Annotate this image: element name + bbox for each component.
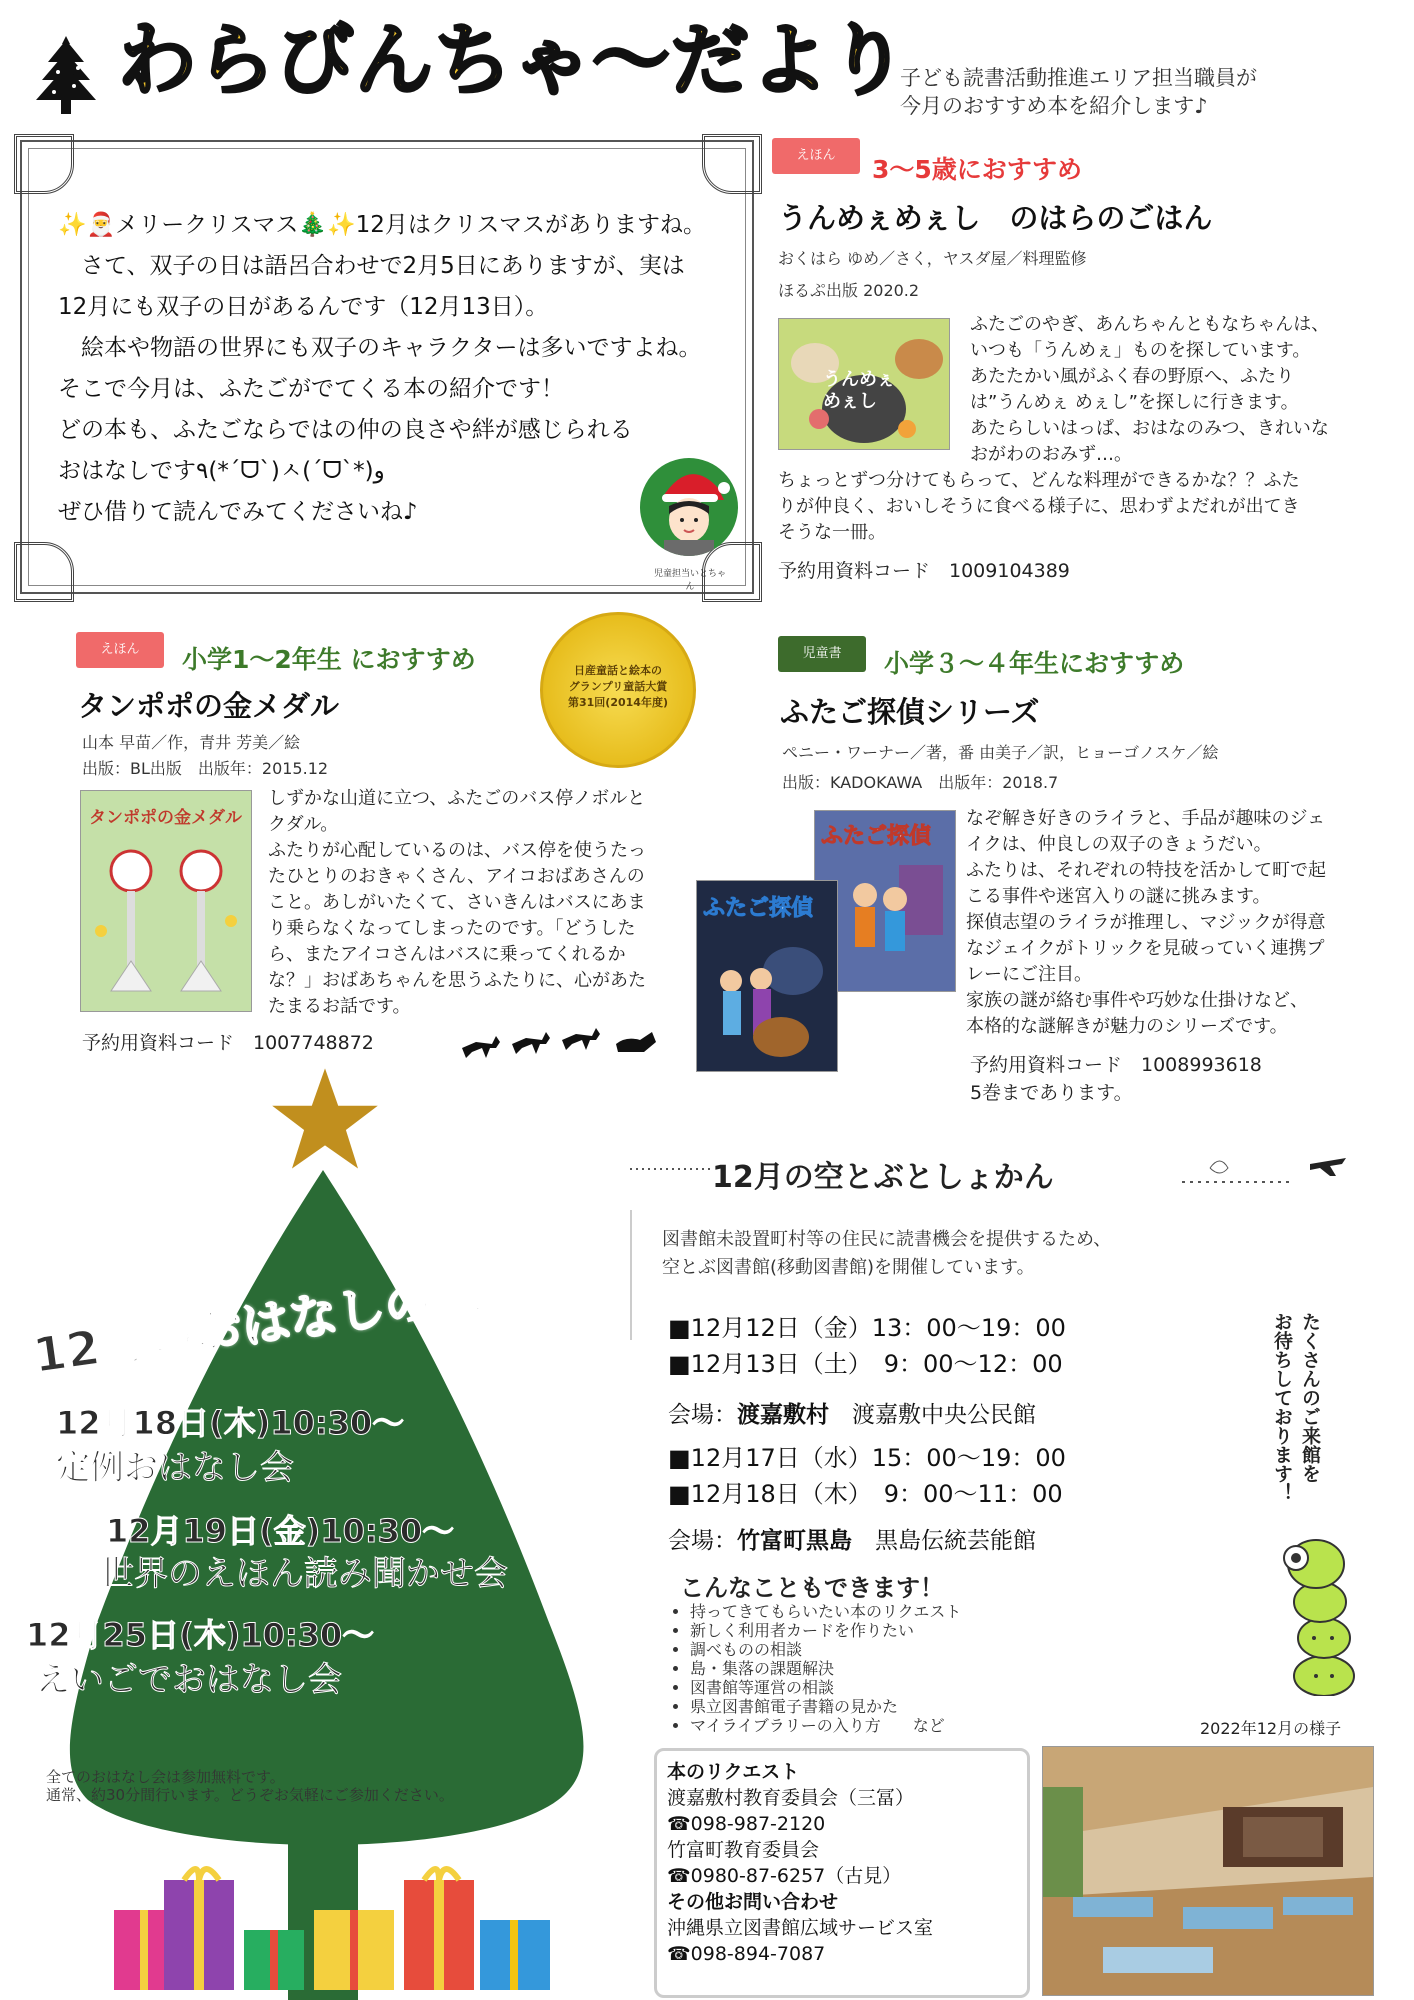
desc-line: たまるお話です。 — [268, 996, 411, 1017]
vertical-line: お待ちしております！ — [1271, 1312, 1293, 1502]
award-medal — [540, 612, 696, 768]
list-item: • 新しく利用者カードを作りたい — [690, 1621, 961, 1640]
list-item: • 調べものの相談 — [690, 1640, 961, 1659]
avatar — [640, 458, 738, 556]
award-line: グランプリ童話大賞 — [568, 680, 668, 693]
venue-label: 会場： — [668, 1402, 737, 1428]
category-tag: 児童書 — [778, 636, 866, 672]
desc-line: しずかな山道に立つ、ふたごのバス停ノボルと — [268, 788, 646, 809]
event-date: 12月25日(木)10:30〜 — [26, 1616, 375, 1654]
event-date: 12月19日(金)10:30〜 — [106, 1512, 455, 1550]
desc-line: ちょっとずつ分けてもらって、どんな料理ができるかな？？ふた — [778, 470, 1300, 491]
vertical-line: たくさんのご来館を — [1299, 1312, 1321, 1483]
message-line: ✨🎅メリークリスマス🎄✨12月はクリスマスがありますね。 — [58, 212, 706, 238]
desc-line: レーにご注目。 — [966, 964, 1092, 985]
age-recommendation: 3〜5歳におすすめ — [872, 155, 1083, 184]
list-item: • 県立図書館電子書籍の見かた — [690, 1697, 961, 1716]
christmas-tree-icon — [28, 28, 104, 120]
phone-number[interactable]: ☎098-894-7087 — [667, 1943, 826, 1965]
list-item: • マイライブラリーの入り方 など — [690, 1716, 961, 1735]
star-icon — [270, 1064, 380, 1174]
mascot-icon — [1276, 1526, 1366, 1696]
header-intro — [900, 64, 1257, 120]
age-recommendation: 小学３〜４年生におすすめ — [884, 649, 1185, 678]
dog-and-twins-illustration — [697, 931, 837, 1071]
message-line: ぜひ借りて読んでみてくださいね♪ — [58, 499, 418, 525]
category-tag: えほん — [76, 632, 164, 668]
book-cover-image — [778, 318, 950, 450]
award-line: 第31回(2014年度) — [568, 696, 668, 709]
reservation-code: 予約用資料コード 1009104389 — [778, 560, 1070, 582]
event-name: 定例おはなし会 — [56, 1448, 294, 1488]
desc-line: りが仲良く、おいしそうに食べる様子に、思わずよだれが出てき — [778, 496, 1300, 517]
bus-stop-twins-illustration — [81, 831, 251, 1011]
can-do-list — [672, 1602, 961, 1735]
desc-line: そうな一冊。 — [778, 522, 886, 543]
venue-hall: 黒島伝統芸能館 — [875, 1528, 1036, 1554]
frame-corner-ornament — [14, 134, 74, 194]
intro-line: 空とぶ図書館(移動図書館)を開催しています。 — [662, 1257, 1035, 1278]
list-item: • 持ってきてもらいたい本のリクエスト — [690, 1602, 961, 1621]
message-line: 絵本や物語の世界にも双子のキャラクターは多いですよね。 — [58, 335, 702, 361]
list-item: • 島・集落の課題解決 — [690, 1659, 961, 1678]
desc-line: あたたかい風がふく春の野原へ、ふたり — [970, 366, 1294, 387]
intro-line: 図書館未設置町村等の住民に読書機会を提供するため、 — [662, 1229, 1112, 1250]
sky-intro — [662, 1226, 1111, 1282]
org-name: 沖縄県立図書館広域サービス室 — [667, 1917, 934, 1939]
desc-line: クダル。 — [268, 814, 339, 835]
library-hall-photo — [1042, 1746, 1374, 1996]
greeting-message — [58, 205, 728, 533]
contact-box — [654, 1748, 1030, 1998]
desc-line: イクは、仲良しの双子のきょうだい。 — [966, 834, 1272, 855]
desc-line: ふたりが心配しているのは、バス停を使うたっ — [268, 840, 646, 861]
book-description — [268, 786, 688, 1020]
volume-note: 5巻まであります。 — [970, 1082, 1133, 1104]
desc-line: は”うんめぇ めぇし”を探しに行きます。 — [970, 392, 1299, 413]
event-name: 世界のえほん読み聞かせ会 — [100, 1554, 508, 1594]
desc-line: ら、またアイコさんはバスに乗ってくれるか — [268, 944, 626, 965]
desc-line: あたらしいはっぱ、おはなのみつ、きれいな — [970, 418, 1329, 439]
org-name: 渡嘉敷村教育委員会（三冨） — [667, 1787, 915, 1809]
reservation-code: 予約用資料コード 1008993618 — [970, 1054, 1262, 1076]
cover-title: ふたご探偵 — [703, 896, 814, 921]
message-line: さて、双子の日は語呂合わせで2月5日にありますが、実は — [58, 253, 685, 279]
frame-corner-ornament — [14, 542, 74, 602]
venue-line — [668, 1396, 1036, 1429]
message-line: おはなしです٩(*´ᗜ`)ㅅ(ˊᗜˋ*)و — [58, 458, 385, 484]
desc-line: 探偵志望のライラが推理し、マジックが得意 — [966, 912, 1326, 933]
avatar-caption: 児童担当いとちゃん — [653, 569, 726, 592]
book-cover-image — [80, 790, 252, 1012]
venue-hall: 渡嘉敷中央公民館 — [852, 1402, 1036, 1428]
event-name: えいごでおはなし会 — [36, 1660, 342, 1700]
sky-library-border — [630, 1210, 632, 1340]
desc-line: り乗らなくなってしまったのです。「どうした — [268, 918, 636, 939]
dotted-divider — [630, 1164, 710, 1174]
desc-line: たひとりのおきゃくさん、アイコおばあさんの — [268, 866, 645, 887]
reindeer-sleigh-icon — [456, 1018, 666, 1066]
cover-title: タンポポの金メダル — [89, 808, 242, 828]
event-date: 12月18日(木)10:30〜 — [56, 1404, 405, 1442]
book-cover-image — [696, 880, 838, 1072]
phone-number[interactable]: ☎098-987-2120 — [667, 1813, 826, 1835]
book-author: おくはら ゆめ／さく，ヤスダ屋／料理監修 — [778, 249, 1087, 268]
category-tag: えほん — [772, 138, 860, 174]
event-note — [46, 1768, 454, 1804]
cover-title: うんめぇめぇし — [823, 369, 895, 412]
note-line: 通常、約30分間行います。どうぞお気軽にご参加ください。 — [46, 1786, 454, 1804]
photo-caption: 2022年12月の様子 — [1200, 1719, 1342, 1738]
airplane-icon — [1180, 1148, 1350, 1188]
phone-number[interactable]: ☎0980-87-6257（古見） — [667, 1865, 902, 1887]
schedule-line: ■12月17日（水）15：00〜19：00 — [668, 1444, 1066, 1472]
hall-interior-illustration — [1043, 1747, 1373, 1995]
message-line: 12月にも双子の日があるんです（12月13日）。 — [58, 294, 549, 320]
frame-corner-ornament — [702, 134, 762, 194]
newsletter-title: わらびんちゃ〜だより — [118, 16, 909, 106]
age-recommendation: 小学1〜2年生 におすすめ — [182, 645, 476, 674]
message-line: そこで今月は、ふたごがでてくる本の紹介です！ — [58, 376, 564, 402]
book-author: 山本 早苗／作，青井 芳美／絵 — [82, 733, 301, 752]
santa-girl-icon — [640, 458, 738, 556]
book-author: ペニー・ワーナー／著，番 由美子／訳，ヒョーゴノスケ／絵 — [782, 743, 1219, 762]
book-title: ふたご探偵シリーズ — [780, 695, 1040, 729]
desc-line: な？」おばあちゃんを思うふたりに、心があた — [268, 970, 646, 991]
book-title: タンポポの金メダル — [78, 689, 340, 723]
schedule-line: ■12月18日（木） 9：00〜11：00 — [668, 1480, 1063, 1508]
book-description — [778, 468, 1368, 546]
ohanashi-forest-title: 12月のおはなしの森 — [29, 1266, 484, 1385]
cover-title: ふたご探偵 — [821, 824, 932, 849]
other-inquiry-title: その他お問い合わせ — [667, 1891, 839, 1913]
desc-line: 本格的な謎解きが魅力のシリーズです。 — [966, 1016, 1288, 1037]
desc-line: こと。あしがいたくて、さいきんはバスにあま — [268, 892, 646, 913]
presents-icon — [104, 1840, 560, 2000]
venue-place: 竹富町黒島 — [737, 1528, 852, 1554]
award-line: 日産童話と絵本の — [574, 664, 662, 677]
intro-line: 今月のおすすめ本を紹介します♪ — [900, 94, 1208, 118]
book-title: うんめぇめぇし のはらのごはん — [778, 201, 1213, 235]
book-publisher: 出版：BL出版 出版年：2015.12 — [82, 759, 329, 778]
venue-label: 会場： — [668, 1528, 737, 1554]
venue-place: 渡嘉敷村 — [737, 1402, 829, 1428]
message-line: どの本も、ふたごならではの仲の良さや絆が感じられる — [58, 417, 633, 443]
schedule-line: ■12月12日（金）13：00〜19：00 — [668, 1314, 1066, 1342]
book-publisher: 出版：KADOKAWA 出版年：2018.7 — [782, 773, 1059, 792]
desc-line: なぞ解き好きのライラと、手品が趣味のジェ — [966, 808, 1326, 829]
reservation-code: 予約用資料コード 1007748872 — [82, 1032, 374, 1054]
desc-line: なジェイクがトリックを見破っていく連携プ — [966, 938, 1325, 959]
book-description — [970, 312, 1370, 468]
desc-line: 家族の謎が絡む事件や巧妙な仕掛けなど、 — [966, 990, 1308, 1011]
book-publisher: ほるぷ出版 2020.2 — [778, 281, 920, 300]
desc-line: いつも「うんめぇ」ものを探しています。 — [970, 340, 1311, 361]
can-do-title: こんなこともできます！ — [680, 1574, 944, 1602]
org-name: 竹富町教育委員会 — [667, 1839, 820, 1861]
note-line: 全てのおはなし会は参加無料です。 — [46, 1768, 285, 1786]
request-title: 本のリクエスト — [667, 1761, 800, 1783]
schedule-line: ■12月13日（土） 9：00〜12：00 — [668, 1350, 1063, 1378]
sky-library-title: 12月の空とぶとしょかん — [712, 1160, 1054, 1195]
venue-line — [668, 1522, 1036, 1555]
desc-line: ふたりは、それぞれの特技を活かして町で起 — [966, 860, 1326, 881]
desc-line: おがわのおみず…。 — [970, 444, 1132, 465]
desc-line: こる事件や迷宮入りの謎に挑みます。 — [966, 886, 1271, 907]
desc-line: ふたごのやぎ、あんちゃんともなちゃんは、 — [970, 314, 1330, 335]
welcome-vertical-text — [1268, 1312, 1324, 1502]
list-item: • 図書館等運営の相談 — [690, 1678, 961, 1697]
book-description — [966, 806, 1376, 1040]
intro-line: 子ども読書活動推進エリア担当職員が — [900, 66, 1257, 90]
